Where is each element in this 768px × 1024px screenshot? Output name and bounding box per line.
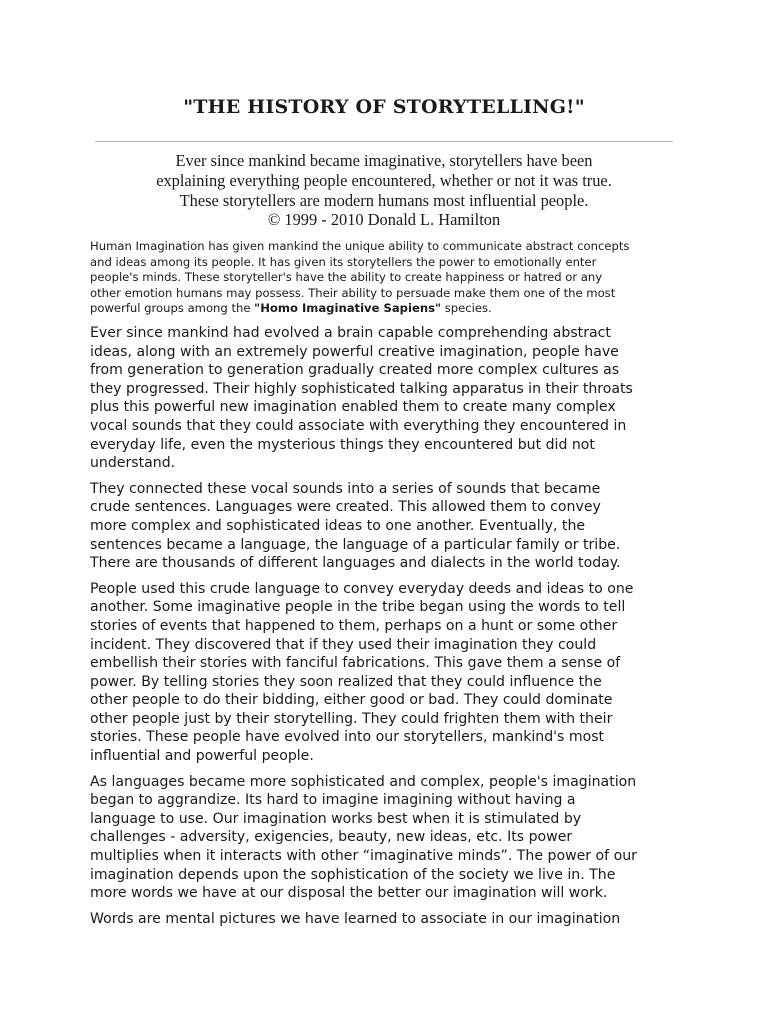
intro-block	[90, 151, 678, 230]
body-line: challenges - adversity, exigencies, beauty, new ideas, etc. Its power	[90, 829, 573, 846]
summary-line: Human Imagination has given mankind the unique ability to communicate abstract concepts	[90, 239, 630, 253]
body-text	[90, 324, 690, 935]
body-line: understand.	[90, 455, 176, 472]
body-line: There are thousands of different languages and dialects in the world today.	[90, 555, 621, 572]
intro-line: Ever since mankind became imaginative, storytellers have been	[175, 151, 593, 170]
page-title: "THE HISTORY OF STORYTELLING!"	[183, 96, 585, 118]
intro-line: These storytellers are modern humans most influential people.	[179, 190, 589, 210]
body-line: Ever since mankind had evolved a brain capable comprehending abstract	[90, 325, 611, 341]
body-line: ideas, along with an extremely powerful creative imagination, people have	[90, 343, 619, 360]
body-paragraph	[90, 910, 690, 929]
body-line: imagination depends upon the sophistication of the society we live in. The	[90, 866, 616, 883]
copyright-line: © 1999 - 2010 Donald L. Hamilton	[267, 210, 501, 230]
body-line: language to use. Our imagination works best when it is stimulated by	[90, 810, 582, 827]
title-divider	[95, 141, 673, 142]
summary-line: other emotion humans may possess. Their ability to persuade make them one of the most	[90, 285, 616, 300]
body-paragraph	[90, 324, 690, 473]
body-line: began to aggrandize. Its hard to imagine imagining without having a	[90, 792, 576, 809]
summary-paragraph	[90, 239, 680, 317]
body-line: more complex and sophisticated ideas to one another. Eventually, the	[90, 517, 586, 534]
summary-line: people's minds. These storyteller's have the ability to create happiness or hatred or any	[90, 270, 603, 285]
body-line: they progressed. Their highly sophisticated talking apparatus in their throats	[90, 380, 633, 397]
body-line: crude sentences. Languages were created. This allowed them to convey	[90, 499, 601, 516]
body-line: vocal sounds that they could associate with everything they encountered in	[90, 417, 627, 434]
body-line: They connected these vocal sounds into a series of sounds that became	[90, 480, 601, 497]
body-line: Words are mental pictures we have learned to associate in our imagination	[90, 910, 621, 927]
body-paragraph	[90, 580, 690, 766]
body-paragraph	[90, 773, 690, 903]
body-line: power. By telling stories they soon realized that they could influence the	[90, 673, 602, 690]
summary-line: and ideas among its people. It has given its storytellers the power to emotionally enter	[90, 254, 597, 269]
summary-text: species.	[441, 301, 492, 316]
body-line: multiplies when it interacts with other “imaginative minds”. The power of our	[90, 848, 637, 865]
body-line: from generation to generation gradually created more complex cultures as	[90, 362, 620, 379]
body-paragraph	[90, 480, 690, 573]
body-line: incident. They discovered that if they used their imagination they could	[90, 636, 597, 653]
body-line: People used this crude language to convey everyday deeds and ideas to one	[90, 580, 634, 597]
body-line: other people to do their bidding, either good or bad. They could dominate	[90, 692, 613, 709]
body-line: more words we have at our disposal the better our imagination will work.	[90, 885, 608, 902]
body-line: other people just by their storytelling. They could frighten them with their	[90, 710, 613, 727]
body-line: stories of events that happened to them, perhaps on a hunt or some other	[90, 617, 618, 634]
body-line: plus this powerful new imagination enabled them to create many complex	[90, 399, 616, 416]
body-line: another. Some imaginative people in the tribe began using the words to tell	[90, 599, 626, 616]
summary-line-last	[90, 301, 680, 317]
body-line: As languages became more sophisticated and complex, people's imagination	[90, 773, 637, 790]
body-line: influential and powerful people.	[90, 748, 314, 765]
summary-text: powerful groups among the	[90, 301, 255, 316]
body-line: stories. These people have evolved into our storytellers, mankind's most	[90, 729, 605, 746]
body-line: sentences became a language, the language of a particular family or tribe.	[90, 536, 621, 553]
body-line: embellish their stories with fanciful fabrications. This gave them a sense of	[90, 655, 621, 672]
species-name: "Homo Imaginative Sapiens"	[254, 301, 442, 316]
body-line: everyday life, even the mysterious things they encountered but did not	[90, 436, 595, 453]
intro-line: explaining everything people encountered, whether or not it was true.	[156, 170, 612, 190]
